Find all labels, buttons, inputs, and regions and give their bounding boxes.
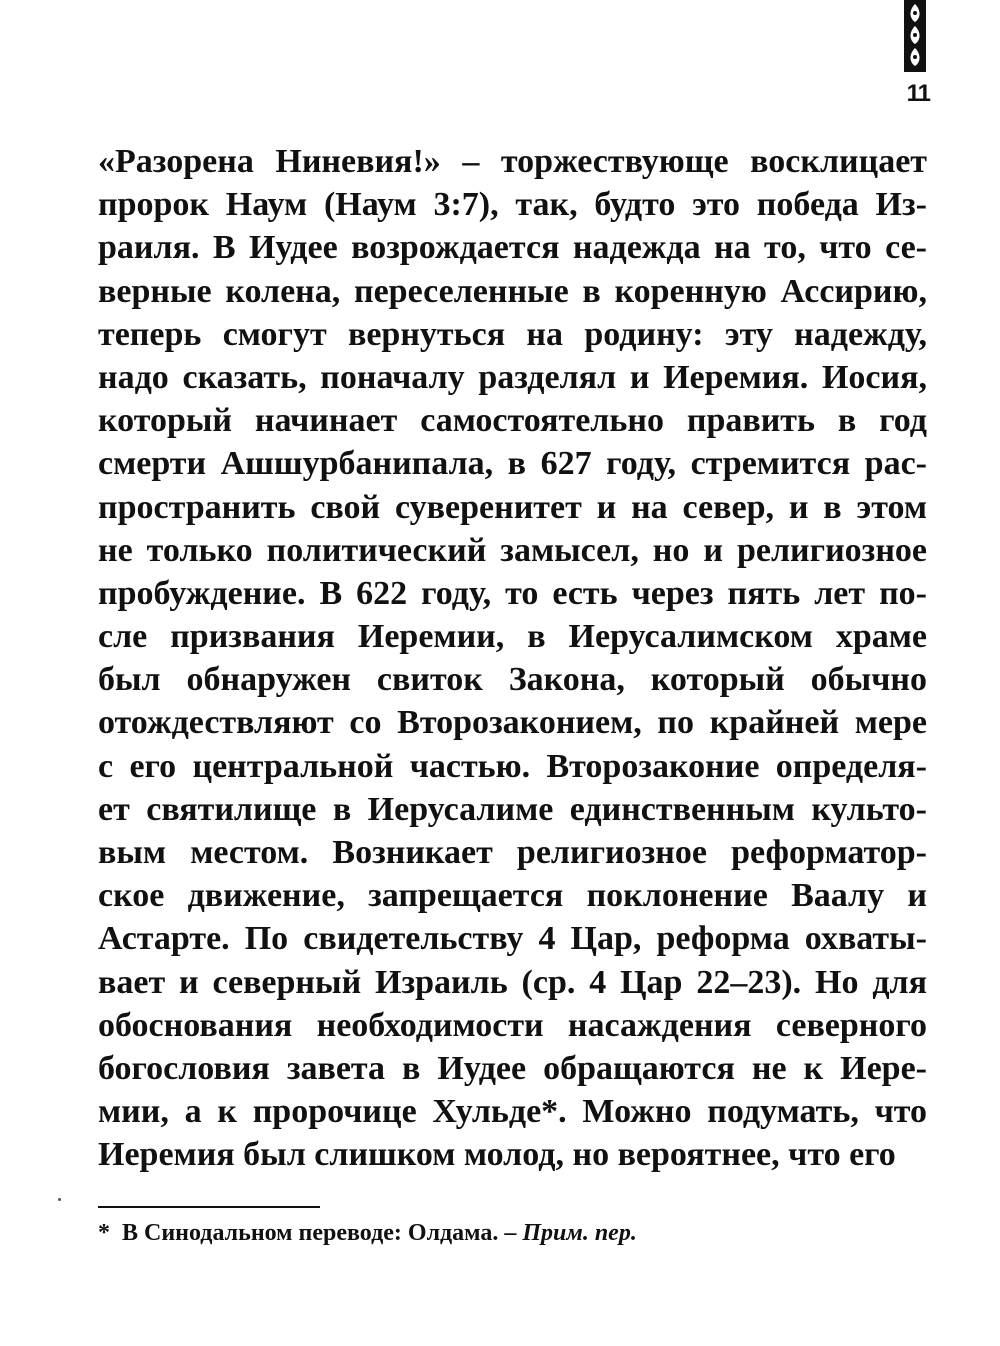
text-line: не только политический замысел, но и религиозное — [98, 531, 927, 569]
text-line: мии, а к пророчице Хульде*. Можно подумать, что — [98, 1093, 927, 1131]
text-line: вым местом. Возникает религиозное реформатор- — [98, 834, 927, 871]
text-line: смерти Ашшурбанипала, в 627 году, стремится рас- — [98, 445, 927, 483]
footnote-text: В Синодальном переводе: Олдама. – — [122, 1220, 523, 1246]
text-line: отождествляют со Второзаконием, по крайней мере — [98, 704, 927, 742]
text-line: богословия завета в Иудее обращаются не к Иере- — [98, 1049, 927, 1087]
text-line: сле призвания Иеремии, в Иерусалимском храме — [98, 618, 927, 656]
footnote-marker: * — [98, 1220, 110, 1246]
text-line: который начинает самостоятельно править в год — [98, 402, 927, 440]
page-number: 11 — [906, 80, 930, 107]
text-line: вает и северный Израиль (ср. 4 Цар 22–23). Но для — [98, 963, 927, 1001]
text-line: пророк Наум (Наум 3:7), так, будто это победа Из- — [98, 186, 927, 224]
page-speck — [58, 1198, 61, 1201]
text-line: Иеремия был слишком молод, но вероятнее, что его — [98, 1136, 896, 1174]
footnote — [98, 1216, 927, 1250]
text-line: ет святилище в Иерусалиме единственным культо- — [98, 790, 927, 828]
text-line: теперь смогут вернуться на родину: эту надежду, — [98, 315, 927, 353]
text-line: раиля. В Иудее возрождается надежда на то, что се- — [98, 229, 927, 267]
text-line: надо сказать, поначалу разделял и Иеремия. Иосия, — [98, 358, 927, 396]
text-line: с его центральной частью. Второзаконие определя- — [98, 747, 927, 785]
text-line: «Разорена Ниневия!» – торжествующе восклицает — [98, 143, 927, 180]
text-line: верные колена, переселенные в коренную Ассирию, — [98, 272, 927, 310]
footnote-note-tag: Прим. пер. — [522, 1220, 637, 1246]
text-line: Астарте. По свидетельству 4 Цар, реформа охваты- — [98, 920, 927, 958]
text-line: обоснования необходимости насаждения северного — [98, 1006, 927, 1044]
main-text — [98, 140, 927, 1177]
text-line: пространить свой суверенитет и на север, и в этом — [98, 488, 927, 526]
text-line: ское движение, запрещается поклонение Ваалу и — [98, 877, 927, 915]
ornament-icon — [904, 0, 926, 72]
text-line: был обнаружен свиток Закона, который обычно — [98, 661, 927, 699]
text-line: пробуждение. В 622 году, то есть через пять лет по- — [98, 574, 927, 612]
footnote-divider — [98, 1206, 320, 1208]
